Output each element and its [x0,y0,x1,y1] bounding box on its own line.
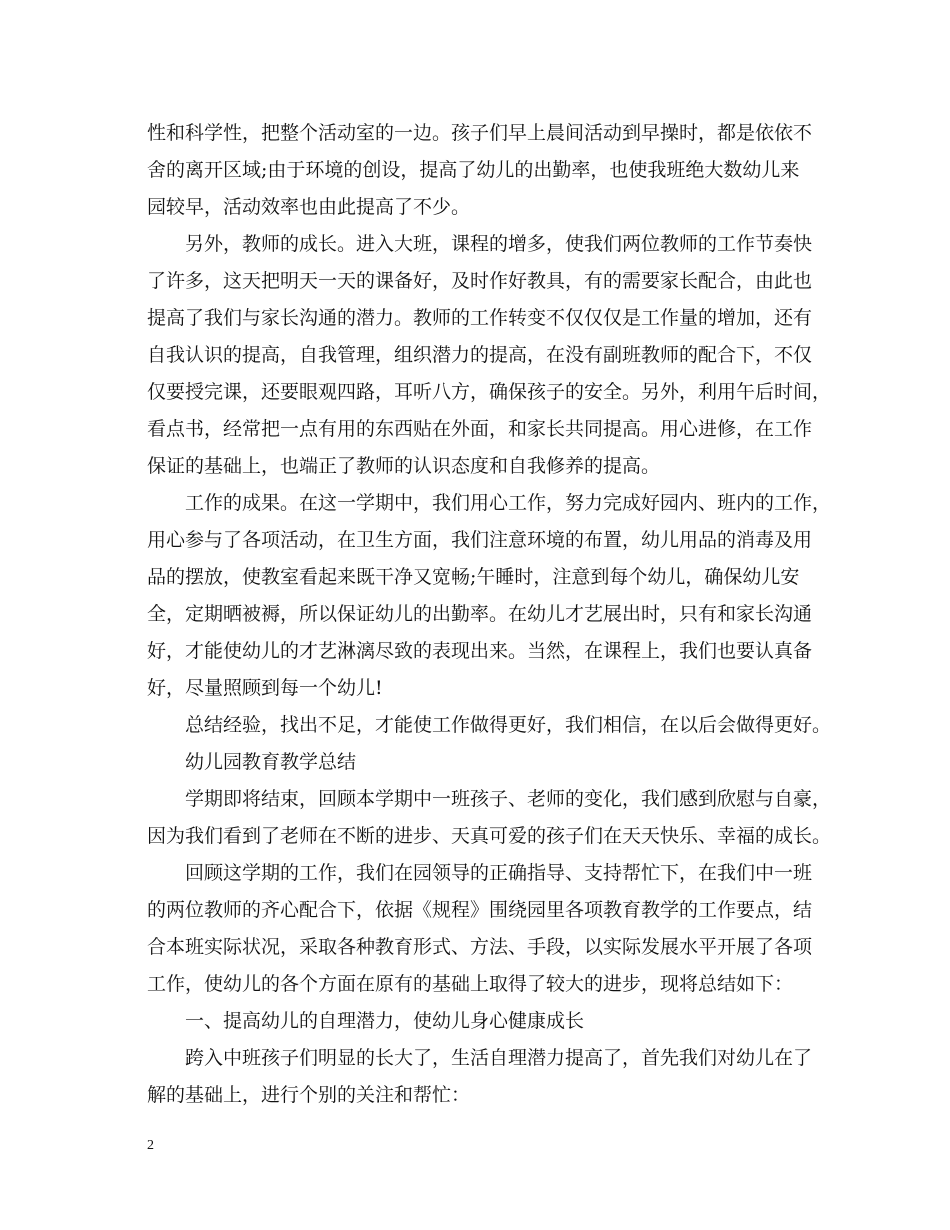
text-line: 幼儿园教育教学总结 [185,751,357,773]
page-number: 2 [147,1138,154,1153]
text-line: 跨入中班孩子们明显的长大了，生活自理潜力提高了，首先我们对幼儿在了 [185,1047,813,1069]
text-line: 因为我们看到了老师在不断的进步、天真可爱的孩子们在天天快乐、幸福的成长。 [147,825,832,847]
text-line: 保证的基础上，也端正了教师的认识态度和自我修养的提高。 [147,455,661,477]
text-line: 好，才能使幼儿的才艺淋漓尽致的表现出来。当然，在课程上，我们也要认真备 [147,640,813,662]
text-line: 学期即将结束，回顾本学期中一班孩子、老师的变化，我们感到欣慰与自豪， [185,788,832,810]
text-line: 工作的成果。在这一学期中，我们用心工作，努力完成好园内、班内的工作， [185,492,832,514]
text-line: 总结经验，找出不足，才能使工作做得更好，我们相信，在以后会做得更好。 [185,714,832,736]
text-line: 舍的离开区域;由于环境的创设，提高了幼儿的出勤率，也使我班绝大数幼儿来 [147,159,800,181]
text-line: 工作，使幼儿的各个方面在原有的基础上取得了较大的进步，现将总结如下： [147,973,794,995]
text-line: 提高了我们与家长沟通的潜力。教师的工作转变不仅仅仅是工作量的增加，还有 [147,307,813,329]
text-line: 合本班实际状况，采取各种教育形式、方法、手段，以实际发展水平开展了各项 [147,936,813,958]
text-line: 全，定期晒被褥，所以保证幼儿的出勤率。在幼儿才艺展出时，只有和家长沟通 [147,603,813,625]
text-line: 好，尽量照顾到每一个幼儿! [147,677,383,699]
text-line: 一、提高幼儿的自理潜力，使幼儿身心健康成长 [185,1010,585,1032]
text-line: 用心参与了各项活动，在卫生方面，我们注意环境的布置，幼儿用品的消毒及用 [147,529,813,551]
text-line: 了许多，这天把明天一天的课备好，及时作好教具，有的需要家长配合，由此也 [147,270,813,292]
text-line: 的两位教师的齐心配合下，依据《规程》围绕园里各项教育教学的工作要点，结 [147,899,813,921]
document-body [147,116,832,1113]
text-line: 品的摆放，使教室看起来既干净又宽畅;午睡时，注意到每个幼儿，确保幼儿安 [147,566,800,588]
text-line: 自我认识的提高，自我管理，组织潜力的提高，在没有副班教师的配合下，不仅 [147,344,813,366]
text-line: 仅要授完课，还要眼观四路，耳听八方，确保孩子的安全。另外，利用午后时间， [147,381,832,403]
text-line: 解的基础上，进行个别的关注和帮忙： [147,1084,471,1106]
text-line: 另外，教师的成长。进入大班，课程的增多，使我们两位教师的工作节奏快 [185,233,813,255]
text-line: 性和科学性，把整个活动室的一边。孩子们早上晨间活动到早操时，都是依依不 [147,122,813,144]
text-line: 园较早，活动效率也由此提高了不少。 [147,196,471,218]
text-line: 看点书，经常把一点有用的东西贴在外面，和家长共同提高。用心进修，在工作 [147,418,813,440]
text-line: 回顾这学期的工作，我们在园领导的正确指导、支持帮忙下，在我们中一班 [185,862,813,884]
